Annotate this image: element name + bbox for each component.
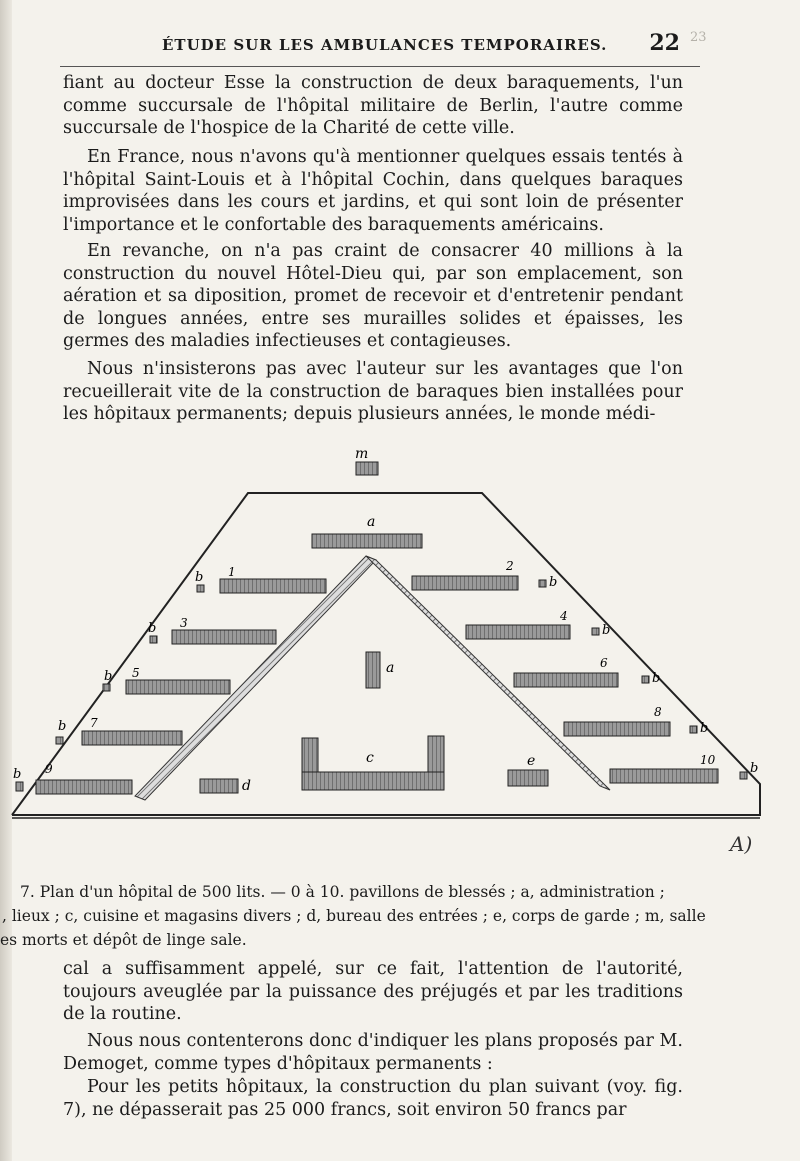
label-c: c: [366, 750, 374, 766]
label-5: 5: [132, 666, 140, 680]
figure-caption: [0, 880, 800, 952]
svg-text:b: b: [750, 761, 759, 776]
label-10: 10: [700, 753, 716, 767]
bleed-through-mark: 23: [690, 30, 707, 45]
svg-text:b: b: [13, 767, 22, 782]
paragraph-7-text: Pour les petits hôpitaux, la construction du plan suivant (voy. fig. 7), ne dépasserait pas 25 000 francs, soit environ 50 francs par: [63, 1077, 683, 1120]
paragraph-1: fiant au docteur Esse la construction de deux baraquements, l'un comme succursale de l'hôpital militaire de Berlin, l'autre comme succursale de l'hospice de la Charité de cette ville.: [63, 73, 683, 139]
svg-text:b: b: [700, 721, 709, 736]
label-3: 3: [180, 616, 188, 630]
pavilion-2: [412, 576, 518, 590]
label-d: d: [242, 778, 251, 794]
running-title: ÉTUDE SUR LES AMBULANCES TEMPORAIRES.: [162, 36, 608, 54]
label-a-center: a: [386, 660, 395, 676]
svg-text:b: b: [549, 575, 558, 590]
label-8: 8: [654, 705, 662, 719]
pavilion-10: [610, 769, 718, 783]
pavilion-9: [36, 780, 132, 794]
header-rule: [60, 66, 700, 67]
svg-text:b: b: [148, 621, 157, 636]
label-9: 9: [45, 762, 53, 776]
paragraph-6-text: Nous nous contenterons donc d'indiquer les plans proposés par M. Demoget, comme types d'hôpitaux permanents :: [63, 1031, 683, 1074]
paragraph-6: [63, 1030, 683, 1075]
pavilion-7: [82, 731, 182, 745]
paragraph-2-text: En France, nous n'avons qu'à mentionner quelques essais tentés à l'hôpital Saint-Louis et à l'hôpital Cochin, dans quelques baraques improvisées dans les cours et jardins, et qui sont loin de présenter l'importance et le confortable des baraquements américains.: [63, 147, 683, 235]
label-e: e: [527, 753, 536, 769]
caption-line-2: , lieux ; c, cuisine et magasins divers ; d, bureau des entrées ; e, corps de garde ; m, salle: [2, 907, 706, 925]
svg-text:b: b: [602, 623, 611, 638]
label-m: m: [355, 446, 369, 462]
pavilion-4: [466, 625, 570, 639]
paragraph-5: cal a suffisamment appelé, sur ce fait, l'attention de l'autorité, toujours aveuglée par la puissance des préjugés et par les traditions de la routine.: [63, 959, 683, 1025]
label-1: 1: [228, 565, 236, 579]
label-7: 7: [90, 716, 98, 730]
svg-text:b: b: [104, 669, 113, 684]
paragraph-3: [63, 240, 683, 353]
caption-line-3: es morts et dépôt de linge sale.: [0, 931, 247, 949]
pavilion-3: [172, 630, 276, 644]
svg-text:b: b: [652, 671, 661, 686]
figure-mark: A): [730, 832, 753, 856]
label-4: 4: [560, 609, 568, 623]
label-6: 6: [600, 656, 608, 670]
administration-a-top: [312, 534, 422, 548]
administration-a-center: [366, 652, 380, 688]
hospital-plan-figure: [0, 438, 800, 878]
page-number: 22: [649, 30, 680, 56]
paragraph-7: [63, 1076, 683, 1121]
pavilion-6: [514, 673, 618, 687]
morgue-block-m: [356, 462, 378, 475]
label-a-top: a: [367, 514, 376, 530]
caption-line-1: 7. Plan d'un hôpital de 500 lits. — 0 à 10. pavillons de blessés ; a, administration ;: [20, 883, 665, 901]
admissions-office-d: [200, 779, 238, 793]
pavilion-8: [564, 722, 670, 736]
paragraph-2: [63, 146, 683, 236]
paragraph-4: [63, 358, 683, 426]
pavilion-5: [126, 680, 230, 694]
svg-text:b: b: [58, 719, 67, 734]
latrines-b: [13, 570, 758, 791]
pavilion-1: [220, 579, 326, 593]
label-2: 2: [506, 559, 514, 573]
paragraph-4-text: Nous n'insisterons pas avec l'auteur sur les avantages que l'on recueillerait vite de la construction de baraques bien installées pour les hôpitaux permanents; depuis plusieurs années, le monde médi-: [63, 359, 683, 425]
paragraph-3-text: En revanche, on n'a pas craint de consacrer 40 millions à la construction du nouvel Hôtel-Dieu qui, par son emplacement, son aération et sa diposition, promet de recevoir et d'entretenir pendant de longues années, entre ses murailles solides et épaisses, les germes des maladies infectieuses et contagieuses.: [63, 241, 683, 352]
page-header: [120, 30, 680, 62]
svg-text:b: b: [195, 570, 204, 585]
guard-post-e: [508, 770, 548, 786]
